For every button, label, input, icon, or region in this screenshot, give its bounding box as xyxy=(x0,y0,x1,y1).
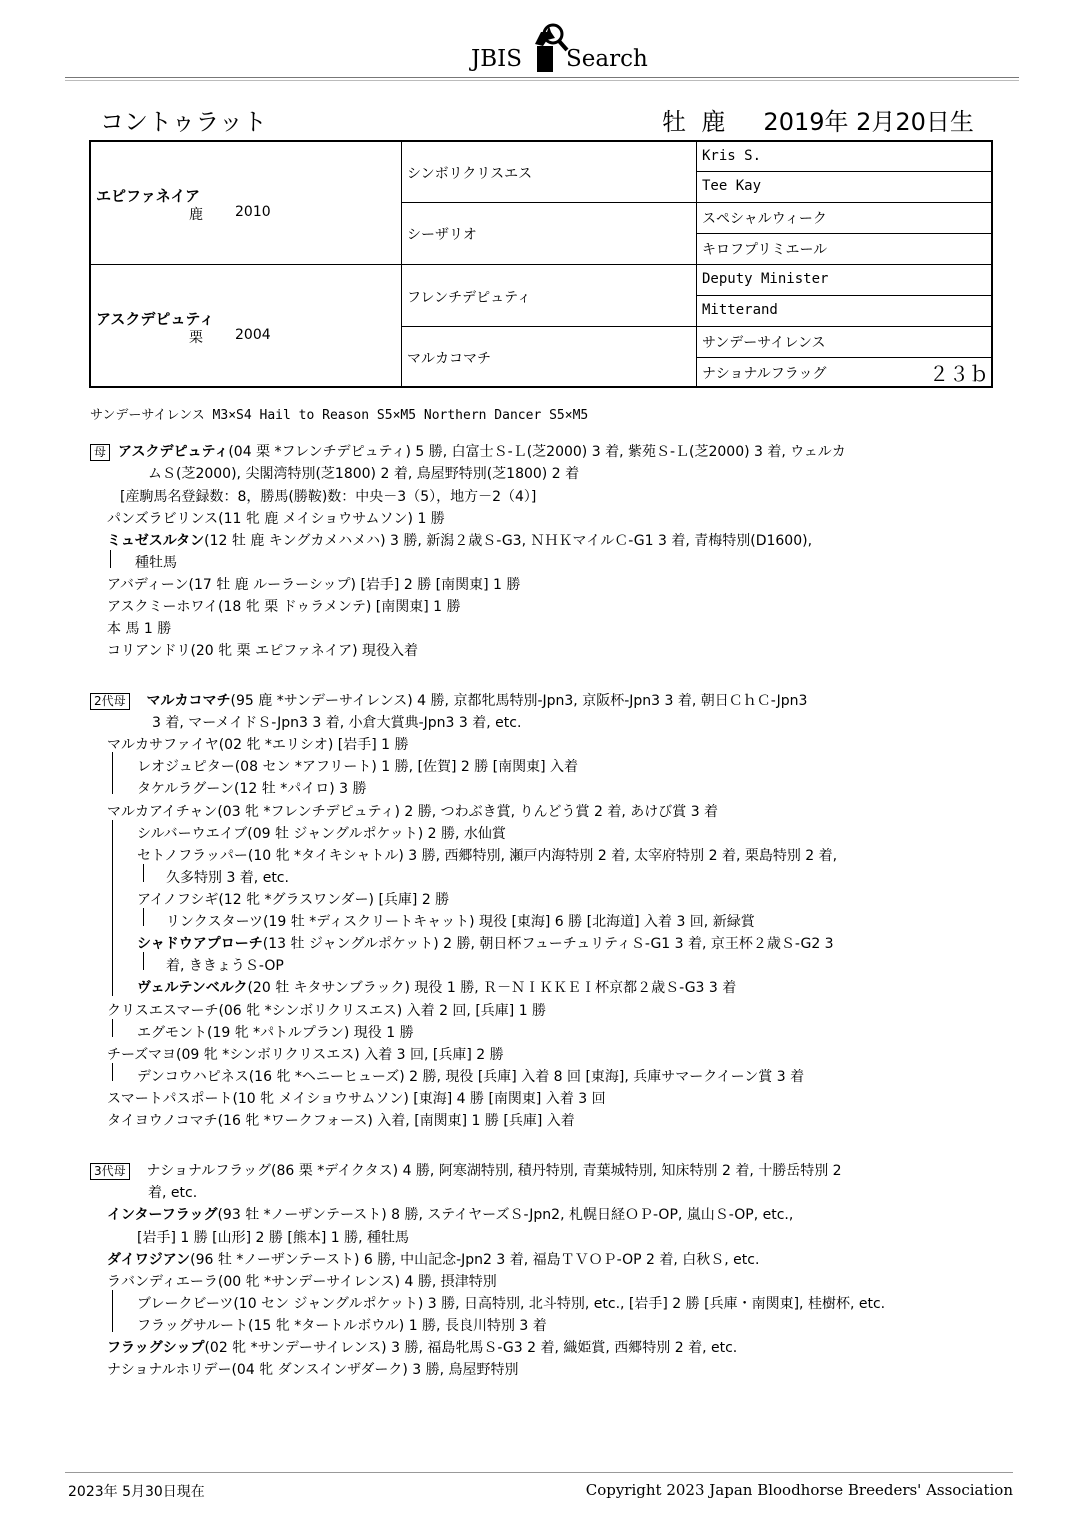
header-rule-secondary xyxy=(65,80,1019,81)
third-dam-l1: (86 栗 *デイクタス) 4 勝, 阿寒湖特別, 積丹特別, 青葉城特別, 知床特別 2 着, 十勝岳特別 2 xyxy=(271,1163,842,1179)
sire-year: 2010 xyxy=(235,204,271,220)
dam-section-l1: (04 栗 *フレンチデピュティ) 5 勝, 白富士Ｓ-Ｌ(芝2000) 3 着, 紫苑Ｓ-Ｌ(芝2000) 3 着, ウェルカ xyxy=(228,444,846,460)
second-dam-row-3: タケルラグーン(12 牡 *パイロ) 3 勝 xyxy=(137,781,367,797)
dam-offspring-1: パンズラビリンス(11 牝 鹿 メイショウサムソン) 1 勝 xyxy=(107,511,445,527)
dam-year: 2004 xyxy=(235,327,271,343)
horse-sex: 牡 xyxy=(662,108,686,136)
third-dam-row-2-name: ダイワジアン xyxy=(107,1252,191,1268)
family-number: ２３ｂ xyxy=(929,362,989,386)
dam-dam: マルカコマチ xyxy=(407,351,491,367)
second-dam-name: マルカコマチ xyxy=(146,693,231,709)
dam-header xyxy=(90,441,846,461)
third-dam-name: ナショナルフラッグ xyxy=(146,1163,272,1179)
second-dam-row-8: リンクスターツ(19 牡 *ディスクリートキャット) 現役 [東海] 6 勝 [北海道] 入着 3 回, 新緑賞 xyxy=(166,914,755,930)
third-dam-header xyxy=(90,1160,842,1180)
second-dam-l2: 3 着, マーメイドＳ-Jpn3 3 着, 小倉大賞典-Jpn3 3 着, etc. xyxy=(152,715,522,731)
tree-bar xyxy=(112,820,113,996)
dam-section-name: アスクデピュティ xyxy=(118,444,229,460)
second-dam-header xyxy=(90,690,807,710)
horse-color: 鹿 xyxy=(701,108,726,136)
dam-offspring-5: 本 馬 1 勝 xyxy=(107,621,172,637)
tree-bar xyxy=(112,1063,113,1081)
tree-bar xyxy=(143,952,144,970)
third-dam-l2: 着, etc. xyxy=(148,1185,198,1201)
second-dam-row-10-name: ヴェルテンベルク xyxy=(137,980,248,996)
horse-name: コントゥラット xyxy=(100,108,267,136)
footer-copyright: Copyright 2023 Japan Bloodhorse Breeders' Association xyxy=(585,1481,1013,1499)
tree-bar xyxy=(112,1290,113,1332)
tree-bar xyxy=(143,908,144,926)
third-dam-row-3: ラバンディエーラ(00 牝 *サンデーサイレンス) 4 勝, 摂津特別 xyxy=(107,1274,497,1290)
gen3-1: Kris S. xyxy=(702,148,762,164)
second-dam-row-9-name: シャドウアプローチ xyxy=(137,936,263,952)
third-dam-row-6-name: フラッグシップ xyxy=(107,1340,205,1356)
pedigree-table xyxy=(89,140,993,388)
second-dam-row-1: マルカサファイヤ(02 牝 *エリシオ) [岩手] 1 勝 xyxy=(107,737,409,753)
second-dam-row-14: デンコウハピネス(16 牝 *ヘニーヒューズ) 2 勝, 現役 [兵庫] 入着 8 回 [東海], 兵庫サマークイーン賞 3 着 xyxy=(137,1069,805,1085)
tree-bar xyxy=(112,1019,113,1037)
third-dam-tag: 3代母 xyxy=(90,1163,130,1180)
second-dam-row-6: セトノフラッパー(10 牝 *タイキシャトル) 3 勝, 西郷特別, 瀬戸内海特別 2 着, 太宰府特別 2 着, 栗島特別 2 着, xyxy=(137,848,838,864)
logo-jbis-text: JBIS xyxy=(471,46,522,72)
header-rule xyxy=(65,77,1019,78)
sire-name: エピファネイア xyxy=(96,187,200,205)
third-dam-row-6 xyxy=(107,1337,737,1357)
third-dam-row-2-text: (96 牡 *ノーザンテースト) 6 勝, 中山記念-Jpn2 3 着, 福島ＴＶＯＰ-OP 2 着, 白秋Ｓ, etc. xyxy=(190,1252,760,1268)
second-dam-row-7: アイノフシギ(12 牝 *グラスワンダー) [兵庫] 2 勝 xyxy=(137,892,450,908)
second-dam-row-10 xyxy=(137,977,736,997)
second-dam-row-13: チーズマヨ(09 牝 *シンボリクリスエス) 入着 3 回, [兵庫] 2 勝 xyxy=(107,1047,504,1063)
sire-color: 鹿 xyxy=(189,207,203,223)
third-dam-row-1b: [岩手] 1 勝 [山形] 2 勝 [熊本] 1 勝, 種牡馬 xyxy=(137,1230,409,1246)
second-dam-row-15: スマートパスポート(10 牝 メイショウサムソン) [東海] 4 勝 [南関東] 入着 3 回 xyxy=(107,1091,606,1107)
gen3-2: Tee Kay xyxy=(702,178,762,194)
horse-birth: 2019年 2月20日生 xyxy=(763,108,974,136)
third-dam-row-4: ブレークビーツ(10 セン ジャングルポケット) 3 勝, 日高特別, 北斗特別, etc., [岩手] 2 勝 [兵庫・南関東], 桂樹杯, etc. xyxy=(137,1296,886,1312)
gen3-6: Mitterand xyxy=(702,302,778,318)
second-dam-row-5: シルバーウエイブ(09 牡 ジャングルポケット) 2 勝, 水仙賞 xyxy=(137,826,506,842)
dam-section-l2: ムＳ(芝2000), 尖閣湾特別(芝1800) 2 着, 鳥屋野特別(芝1800) 2 着 xyxy=(148,466,580,482)
gen3-4: キロフプリミエール xyxy=(702,242,828,258)
second-dam-row-9-text: (13 牡 ジャングルポケット) 2 勝, 朝日杯フューチュリティＳ-G1 3 着, 京王杯２歳Ｓ-G2 3 xyxy=(262,936,834,952)
second-dam-row-6b: 久多特別 3 着, etc. xyxy=(166,870,289,886)
third-dam-row-1 xyxy=(107,1204,793,1224)
second-dam-row-9b: 着, ききょうＳ-OP xyxy=(166,958,284,974)
horse-magnifier-icon xyxy=(531,18,571,74)
third-dam-row-2 xyxy=(107,1249,759,1269)
gen3-5: Deputy Minister xyxy=(702,271,829,287)
third-dam-row-1-text: (93 牡 *ノーザンテースト) 8 勝, ステイヤーズＳ-Jpn2, 札幌日経ＯＰ-OP, 嵐山Ｓ-OP, etc., xyxy=(217,1207,794,1223)
dam-tag: 母 xyxy=(90,444,110,461)
tree-bar xyxy=(143,864,144,882)
footer-date: 2023年 5月30日現在 xyxy=(68,1484,205,1500)
third-dam-row-6-text: (02 牝 *サンデーサイレンス) 3 勝, 福島牝馬Ｓ-G3 2 着, 織姫賞, 西郷特別 2 着, etc. xyxy=(204,1340,738,1356)
third-dam-row-1-name: インターフラッグ xyxy=(107,1207,218,1223)
gen3-3: スペシャルウィーク xyxy=(702,211,827,227)
dam-offspring-2-text: (12 牡 鹿 キングカメハメハ) 3 勝, 新潟２歳Ｓ-G3, ＮＨＫマイルＣ-G1 3 着, 青梅特別(D1600), xyxy=(204,533,813,549)
second-dam-row-2: レオジュピター(08 セン *アフリート) 1 勝, [佐賀] 2 勝 [南関東] 入着 xyxy=(137,759,579,775)
horse-meta xyxy=(662,102,974,137)
dam-section-l3: [産駒馬名登録数：8，勝馬(勝鞍)数：中央－3（5），地方－2（4）] xyxy=(120,489,537,505)
second-dam-row-16: タイヨウノコマチ(16 牝 *ワークフォース) 入着, [南関東] 1 勝 [兵庫] 入着 xyxy=(107,1113,575,1129)
second-dam-row-4: マルカアイチャン(03 牝 *フレンチデピュティ) 2 勝, つわぶき賞, りんどう賞 2 着, あけび賞 3 着 xyxy=(107,804,719,820)
dam-name: アスクデピュティ xyxy=(96,310,215,328)
dam-offspring-2 xyxy=(107,530,812,550)
logo-search-text: Search xyxy=(566,46,648,72)
third-dam-row-7: ナショナルホリデー(04 牝 ダンスインザダーク) 3 勝, 鳥屋野特別 xyxy=(107,1362,519,1378)
second-dam-row-11: クリスエスマーチ(06 牝 *シンボリクリスエス) 入着 2 回, [兵庫] 1 勝 xyxy=(107,1003,547,1019)
dam-color: 栗 xyxy=(189,330,203,346)
dam-offspring-4: アスクミーホワイ(18 牝 栗 ドゥラメンテ) [南関東] 1 勝 xyxy=(107,599,461,615)
dam-offspring-3: アバディーン(17 牡 鹿 ルーラーシップ) [岩手] 2 勝 [南関東] 1 勝 xyxy=(107,577,521,593)
tree-bar xyxy=(110,550,111,568)
sire-sire: シンボリクリスエス xyxy=(407,166,533,182)
jbis-search-logo xyxy=(471,12,648,74)
second-dam-l1: (95 鹿 *サンデーサイレンス) 4 勝, 京都牝馬特別-Jpn3, 京阪杯-Jpn3 3 着, 朝日ＣｈＣ-Jpn3 xyxy=(230,693,808,709)
third-dam-row-5: フラッグサルート(15 牝 *タートルボウル) 1 勝, 長良川特別 3 着 xyxy=(137,1318,547,1334)
gen3-8: ナショナルフラッグ xyxy=(702,366,827,382)
gen3-7: サンデーサイレンス xyxy=(702,335,826,351)
second-dam-row-12: エグモント(19 牝 *パトルプラン) 現役 1 勝 xyxy=(137,1025,414,1041)
dam-offspring-6: コリアンドリ(20 牝 栗 エピファネイア) 現役入着 xyxy=(107,643,418,659)
second-dam-tag: 2代母 xyxy=(90,693,130,710)
second-dam-row-10-text: (20 牡 キタサンブラック) 現役 1 勝, Ｒ－ＮＩＫＫＥＩ杯京都２歳Ｓ-G3 3 着 xyxy=(247,980,737,996)
inbreeding-line: サンデーサイレンス M3×S4 Hail to Reason S5×M5 Northern Dancer S5×M5 xyxy=(90,408,589,423)
footer-rule xyxy=(65,1472,1013,1473)
sire-dam: シーザリオ xyxy=(407,227,477,243)
dam-offspring-2-name: ミュゼスルタン xyxy=(107,533,205,549)
dam-offspring-2b: 種牡馬 xyxy=(135,555,177,571)
second-dam-row-9 xyxy=(137,933,834,953)
dam-sire: フレンチデピュティ xyxy=(407,290,531,306)
tree-bar xyxy=(112,752,113,794)
